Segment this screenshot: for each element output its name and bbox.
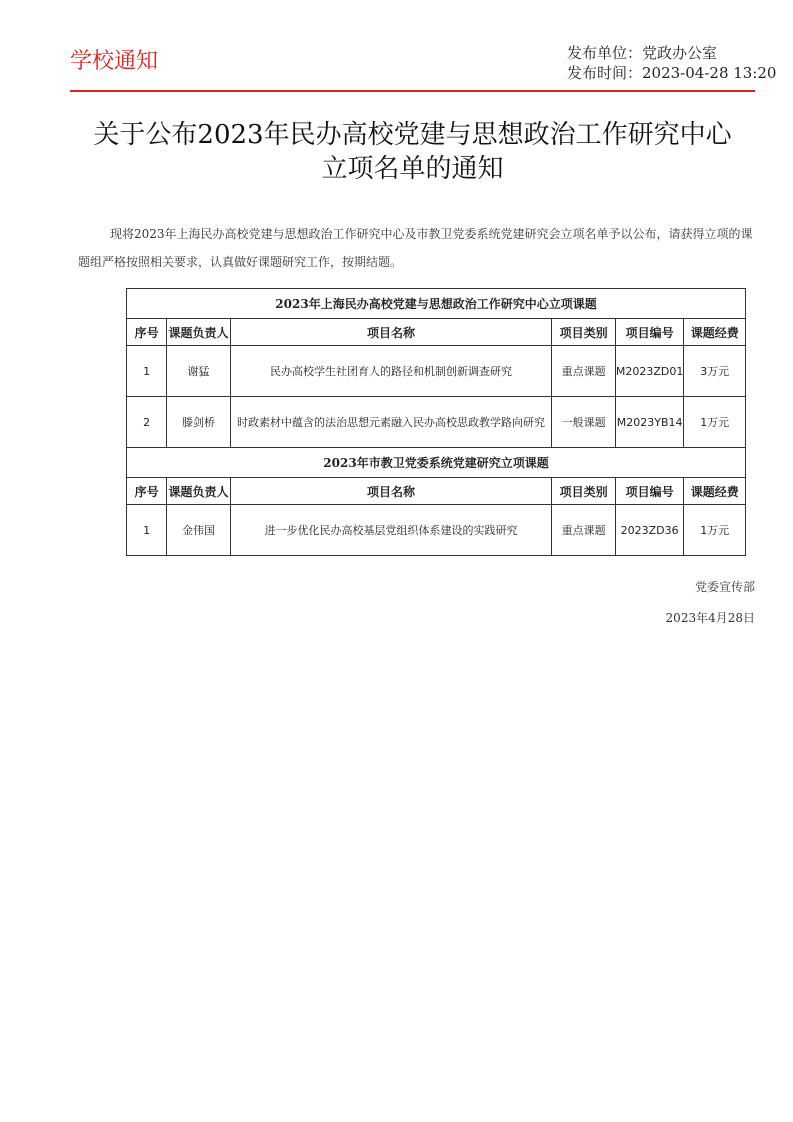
notice-category-label: 学校通知 — [70, 49, 159, 74]
cell-leader: 谢猛 — [167, 346, 231, 397]
title-line-1: 关于公布2023年民办高校党建与思想政治工作研究中心 — [93, 120, 732, 150]
cell-category: 一般课题 — [552, 397, 616, 448]
cell-leader: 滕剑桥 — [167, 397, 231, 448]
signing-date: 2023年4月28日 — [665, 611, 755, 625]
publish-info — [567, 43, 776, 83]
section-title-row — [127, 289, 746, 319]
section-title: 2023年上海民办高校党建与思想政治工作研究中心立项课题 — [127, 289, 746, 319]
header-cell-funding: 课题经费 — [684, 319, 746, 346]
header-cell-name: 项目名称 — [230, 478, 552, 505]
page-title — [70, 118, 755, 186]
header-divider — [70, 90, 755, 92]
cell-leader: 金伟国 — [167, 505, 231, 556]
column-header-row — [127, 478, 746, 505]
notice-paragraph: 现将2023年上海民办高校党建与思想政治工作研究中心及市教卫党委系统党建研究会立项名单予以公布，请获得立项的课题组严格按照相关要求，认真做好课题研究工作，按期结题。 — [78, 227, 753, 269]
title-line-2: 立项名单的通知 — [321, 154, 504, 184]
section-title-row — [127, 448, 746, 478]
section-title: 2023年市教卫党委系统党建研究立项课题 — [127, 448, 746, 478]
cell-project-name: 时政素材中蕴含的法治思想元素融入民办高校思政教学路向研究 — [230, 397, 552, 448]
header-cell-index: 序号 — [127, 478, 167, 505]
cell-project-name: 进一步优化民办高校基层党组织体系建设的实践研究 — [230, 505, 552, 556]
header-cell-index: 序号 — [127, 319, 167, 346]
cell-funding: 3万元 — [684, 346, 746, 397]
header-cell-leader: 课题负责人 — [167, 319, 231, 346]
cell-project-name: 民办高校学生社团育人的路径和机制创新调查研究 — [230, 346, 552, 397]
table-row — [127, 505, 746, 556]
header-cell-category: 项目类别 — [552, 319, 616, 346]
header-cell-category: 项目类别 — [552, 478, 616, 505]
cell-index: 1 — [127, 346, 167, 397]
cell-funding: 1万元 — [684, 505, 746, 556]
header-cell-funding: 课题经费 — [684, 478, 746, 505]
header-cell-code: 项目编号 — [615, 319, 684, 346]
publish-time-text: 发布时间：2023-04-28 13:20 — [567, 64, 777, 82]
column-header-row — [127, 319, 746, 346]
header-cell-code: 项目编号 — [615, 478, 684, 505]
notice-body — [78, 220, 758, 276]
cell-funding: 1万元 — [684, 397, 746, 448]
publisher-text: 发布单位：党政办公室 — [567, 44, 718, 62]
cell-code: 2023ZD36 — [615, 505, 684, 556]
cell-code: M2023ZD01 — [615, 346, 684, 397]
cell-category: 重点课题 — [552, 505, 616, 556]
cell-category: 重点课题 — [552, 346, 616, 397]
header-cell-leader: 课题负责人 — [167, 478, 231, 505]
signing-department: 党委宣传部 — [694, 580, 755, 594]
cell-code: M2023YB14 — [615, 397, 684, 448]
header-cell-name: 项目名称 — [230, 319, 552, 346]
table-row — [127, 346, 746, 397]
cell-index: 1 — [127, 505, 167, 556]
projects-table — [126, 288, 746, 556]
cell-index: 2 — [127, 397, 167, 448]
table-row — [127, 397, 746, 448]
